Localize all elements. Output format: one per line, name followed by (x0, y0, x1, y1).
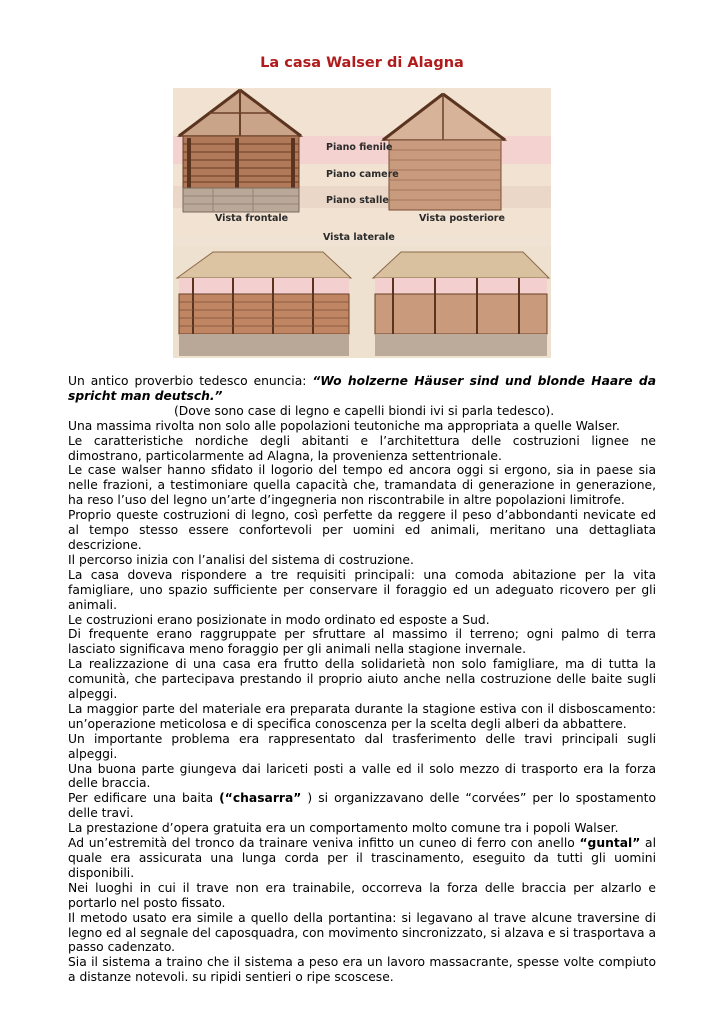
walser-house-illustration (173, 88, 551, 358)
paragraph-proverb (68, 374, 656, 404)
label-vista-posteriore: Vista posteriore (419, 213, 505, 224)
paragraph: La prestazione d’opera gratuita era un comportamento molto comune tra i popoli Walser. (68, 821, 619, 836)
label-piano-camere: Piano camere (326, 169, 399, 180)
text-span: al quale era assicurata una lunga corda per il trascinamento, eseguito da tutti gli uomini disponibili. (68, 836, 656, 880)
proverb-quote: “Wo holzerne Häuser sind und blonde Haare da spricht man deutsch.” (68, 374, 656, 403)
text-span: Ad un’estremità del tronco da trainare veniva infitto un cuneo di ferro con anello (68, 836, 580, 851)
side-view-house-left (177, 252, 351, 356)
paragraph: Le costruzioni erano posizionate in modo ordinato ed esposte a Sud. (68, 612, 490, 627)
side-view-house-right (373, 252, 549, 356)
paragraph: La realizzazione di una casa era frutto della solidarietà non solo famigliare, ma di tutta la comunità, che partecipava prestando il proprio aiuto anche nella costruzione delle baite sugli alpeggi. (68, 657, 656, 702)
label-piano-fienile: Piano fienile (326, 142, 393, 153)
text-span: ) si organizzavano delle “corvées” per lo spostamento delle travi. (68, 791, 656, 821)
paragraph: Il percorso inizia con l’analisi del sistema di costruzione. (68, 552, 414, 567)
paragraph: La maggior parte del materiale era preparata durante la stagione estiva con il disboscamento: un’operazione meticolosa e di specifica conoscenza per la scelta degli alberi da abbattere. (68, 701, 656, 731)
paragraph: La casa doveva rispondere a tre requisiti principali: una comoda abitazione per la vita famigliare, uno spazio sufficiente per conservare il foraggio ed un adeguato ricovero per gli animali. (68, 567, 656, 612)
proverb-intro: Un antico proverbio tedesco enuncia: (68, 374, 313, 388)
page-title: La casa Walser di Alagna (260, 55, 464, 71)
paragraph: Un importante problema era rappresentato dal trasferimento delle travi principali sugli alpeggi. (68, 731, 656, 761)
paragraph: Una buona parte giungeva dai lariceti posti a valle ed il solo mezzo di trasporto era la forza delle braccia. (68, 761, 656, 791)
paragraph: Di frequente erano raggruppate per sfruttare al massimo il terreno; ogni palmo di terra lasciato significava meno foraggio per gli animali nella stagione invernale. (68, 627, 656, 657)
paragraph: Sia il sistema a traino che il sistema a peso era un lavoro massacrante, spesse volte compiuto a distanze notevoli. su ripidi sentieri o ripe scoscese. (68, 955, 656, 985)
paragraph: Le case walser hanno sfidato il logorio del tempo ed ancora oggi si ergono, sia in paese sia nelle frazioni, a testimoniare quella capacità che, tramandata di generazione in generazione, ha reso l’uso del legno un’arte d’ingegneria non riscontrabile in altre popolazioni limitrofe. (68, 463, 656, 508)
paragraph-guntal (68, 836, 656, 881)
paragraph: Proprio queste costruzioni di legno, così perfette da reggere il peso d’abbondanti nevicate ed al tempo stesso essere confortevoli per uomini ed animali, meritano una dettagliata descrizione. (68, 508, 656, 552)
term-guntal: “guntal” (579, 836, 641, 851)
text-span: Per edificare una baita (68, 791, 220, 806)
paragraph: Nei luoghi in cui il trave non era trainabile, occorreva la forza delle braccia per alzarlo e portarlo nel posto fissato. (68, 880, 656, 910)
label-piano-stalle: Piano stalle (326, 195, 389, 206)
paragraph-translation: (Dove sono case di legno e capelli biondi ivi si parla tedesco). (174, 403, 555, 418)
paragraph-chasarra (68, 791, 656, 821)
article-body (68, 374, 656, 985)
label-vista-frontale: Vista frontale (215, 213, 289, 224)
paragraph: Il metodo usato era simile a quello della portantina: si legavano al trave alcune traversine di legno ed al segnale del caposquadra, con movimento sincronizzato, si alzava e si trasportava a passo cadenzato. (68, 910, 656, 955)
label-vista-laterale: Vista laterale (323, 232, 395, 243)
term-chasarra: (“chasarra” (219, 791, 302, 806)
paragraph: Le caratteristiche nordiche degli abitanti e l’architettura delle costruzioni lignee ne dimostrano, particolarmente ad Alagna, la provenienza settentrionale. (68, 433, 656, 463)
paragraph: Una massima rivolta non solo alle popolazioni teutoniche ma appropriata a quelle Walser. (68, 418, 620, 433)
